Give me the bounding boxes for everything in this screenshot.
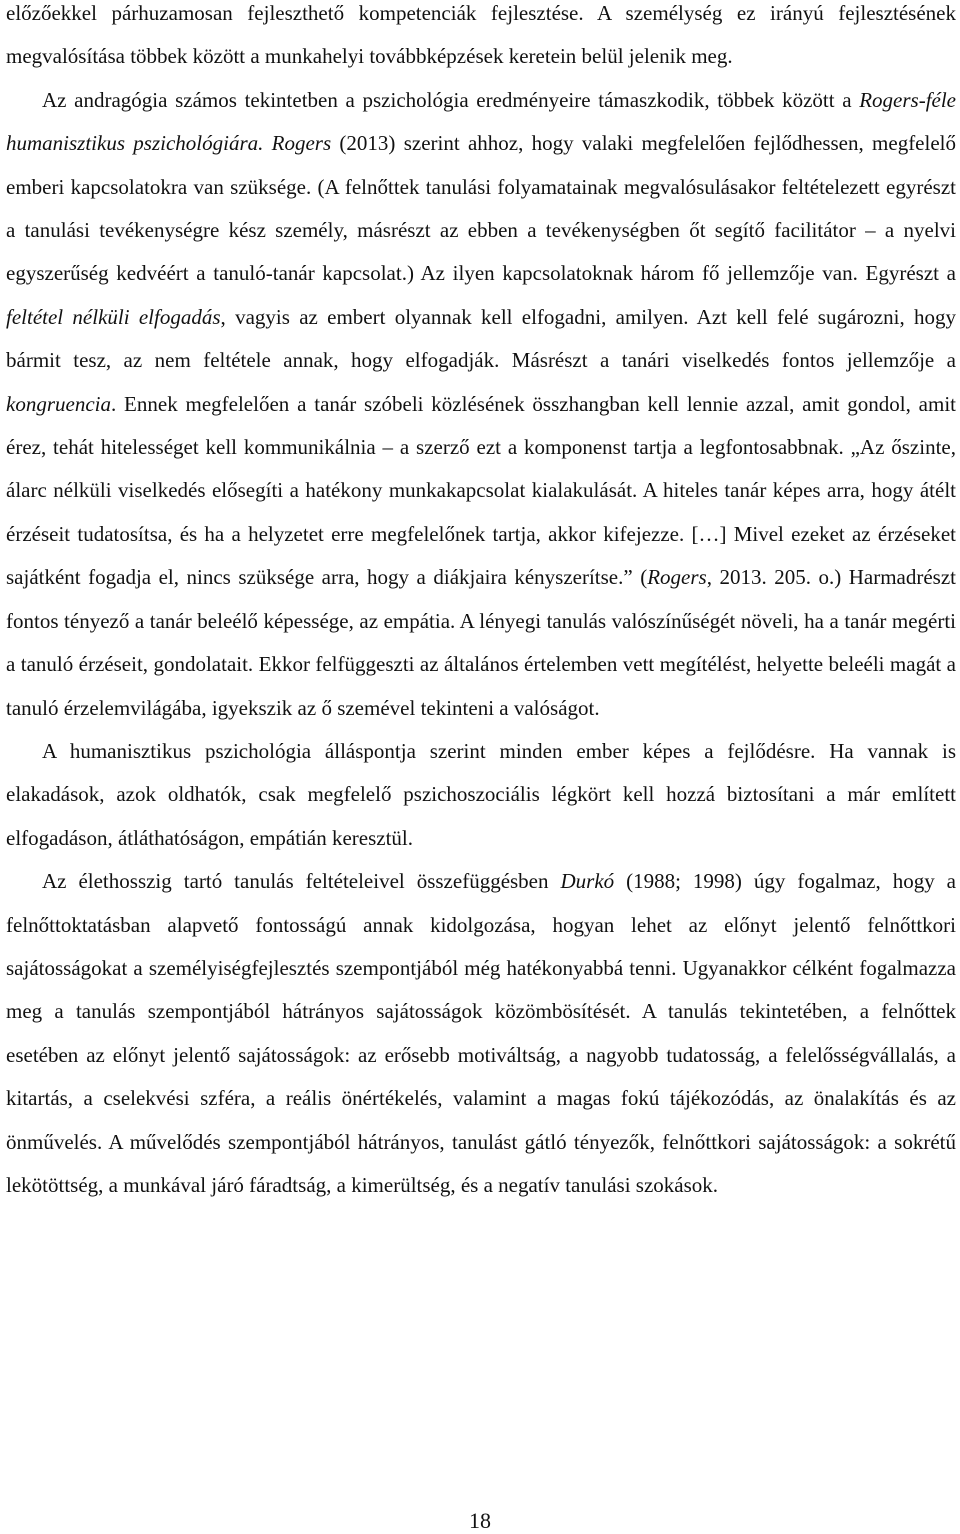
text-segment: Az élethosszig tartó tanulás feltételeivel összefüggésben	[42, 869, 561, 894]
italic-author-rogers: Rogers	[271, 131, 332, 156]
paragraph-3	[6, 730, 956, 860]
paragraph-4	[6, 860, 956, 1207]
italic-author-durko: Durkó	[560, 869, 615, 894]
text-segment: . Ennek megfelelően a tanár szóbeli közlésének összhangban kell lennie azzal, amit gondol, amit érez, tehát hitelességet kell kommunikálnia – a szerző ezt a komponenst tartja a legfontosabbnak. „Az őszinte, álarc nélküli viselkedés elősegíti a hatékony munkakapcsolat kialakulását. A hiteles tanár képes arra, hogy átélt érzéseit tudatosítsa, és ha a helyzetet erre megfelelőnek tartja, akkor kifejezze. […] Mivel ezeket az érzéseket sajátként fogadja el, nincs szüksége arra, hogy a diákjaira kényszerítse.” (	[6, 391, 956, 590]
text-segment: , 2013. 205. o.) Harmadrészt fontos tényező a tanár beleélő képessége, az empátia. A lényegi tanulás valószínűségét növeli, ha a tanár megérti a tanuló érzéseit, gondolatait. Ekkor felfüggeszti az általános értelemben vett megítélést, helyette beleéli magát a tanuló érzelemvilágába, igyekszik az ő szemével tekinteni a valóságot.	[6, 565, 956, 720]
text-segment: előzőekkel párhuzamosan fejleszthető kompetenciák fejlesztése. A személység ez irányú fejlesztésének megvalósítása többek között a munkahelyi továbbképzések keretein belül jelenik meg.	[6, 1, 956, 69]
text-segment: (1988; 1998) úgy fogalmaz, hogy a felnőttoktatásban alapvető fontosságú annak kidolgozása, hogyan lehet az előnyt jelentő felnőttkori sajátosságokat a személyiségfejlesztés szempontjából még hatékonyabbá tenni. Ugyanakkor célként fogalmazza meg a tanulás szempontjából hátrányos sajátosságok közömbösítését. A tanulás tekintetében, a felnőttek esetében az előnyt jelentő sajátosságok: az erősebb motiváltság, a nagyobb tudatosság, a felelősségvállalás, a kitartás, a cselekvési szféra, a reális önértékelés, valamint a magas fokú tájékozódás, az önalakítás és az önművelés. A művelődés szempontjából hátrányos, tanulást gátló tényezők, felnőttkori sajátosságok: a sokrétű lekötöttség, a munkával járó fáradtság, a kimerültség, és a negatív tanulási szokások.	[6, 869, 956, 1197]
paragraph-1	[6, 0, 956, 79]
page-number: 18	[469, 1508, 491, 1533]
text-segment: Az andragógia számos tekintetben a pszichológia eredményeire támaszkodik, többek között a	[42, 87, 860, 112]
text-segment: A humanisztikus pszichológia álláspontja szerint minden ember képes a fejlődésre. Ha vannak is elakadások, azok oldhatók, csak megfelelő pszichoszociális légkört kell hozzá biztosítani a már említett elfogadáson, átláthatóságon, empátián keresztül.	[6, 738, 956, 850]
italic-term-feltetel-nelkuli-elfogadas: feltétel nélküli elfogadás	[6, 304, 221, 329]
italic-author-rogers-citation: Rogers	[647, 565, 707, 590]
text-segment: (2013) szerint ahhoz, hogy valaki megfelelően fejlődhessen, megfelelő emberi kapcsolatokra van szüksége. (A felnőttek tanulási folyamatainak megvalósulásakor feltételezett egyrészt a tanulási tevékenységre kész személy, másrészt az ebben a tevékenységben őt segítő facilitátor – a nyelvi egyszerűség kedvéért a tanuló-tanár kapcsolat.) Az ilyen kapcsolatoknak három fő jellemzője van. Egyrészt a	[6, 131, 956, 286]
text-segment	[263, 131, 271, 155]
paragraph-2	[6, 79, 956, 730]
document-body	[6, 0, 956, 1207]
italic-term-rogers-fele: Rogers-féle humanisztikus pszichológiára.	[6, 87, 956, 156]
italic-term-kongruencia: kongruencia	[6, 391, 111, 416]
text-segment: , vagyis az embert olyannak kell elfogadni, amilyen. Azt kell felé sugározni, hogy bármit tesz, az nem feltétele annak, hogy elfogadják. Másrészt a tanári viselkedés fontos jellemzője a	[6, 304, 956, 373]
